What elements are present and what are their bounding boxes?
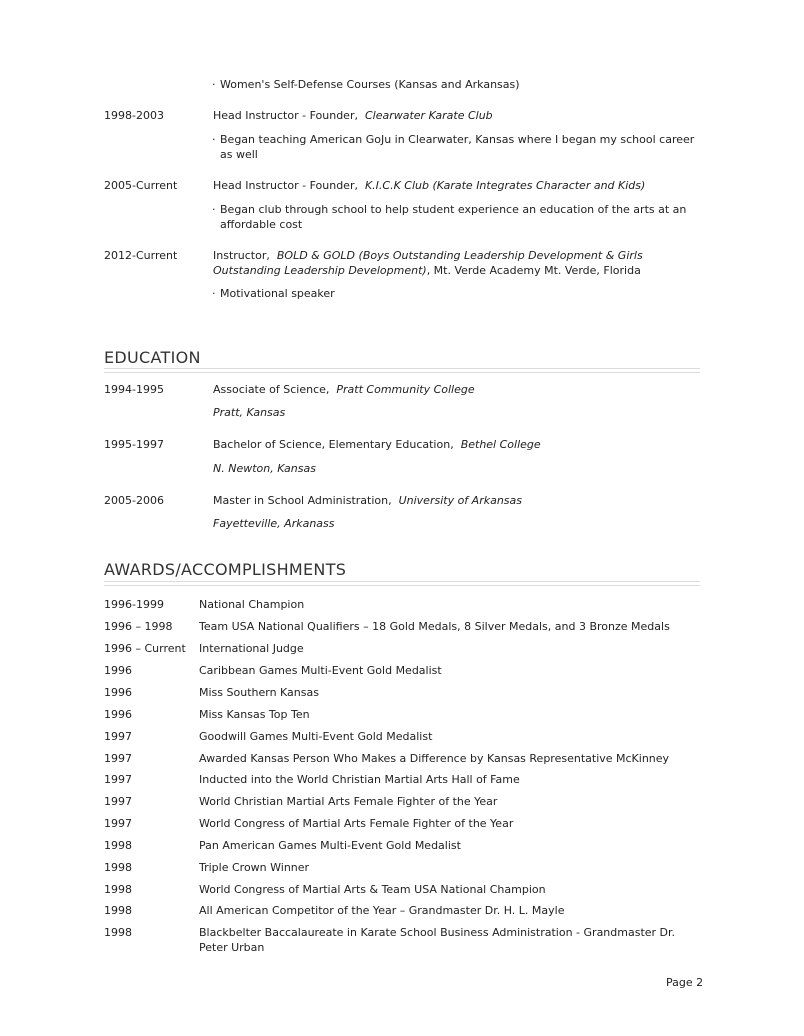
entry-role: Instructor, BOLD & GOLD (Boys Outstanding Leadership Development & Girls	[213, 249, 643, 262]
education-degree: Bachelor of Science, Elementary Education, Bethel College	[213, 438, 541, 451]
award-text: World Congress of Martial Arts Female Fighter of the Year	[199, 817, 514, 830]
bullet-dot: ·	[212, 287, 216, 300]
entry-date: 2005-Current	[104, 179, 178, 192]
award-text: Team USA National Qualifiers – 18 Gold Medals, 8 Silver Medals, and 3 Bronze Medals	[199, 620, 670, 633]
bullet-text: Began teaching American GoJu in Clearwater, Kansas where I began my school career	[220, 133, 695, 146]
award-text: National Champion	[199, 598, 305, 611]
award-year: 1996	[104, 686, 132, 699]
award-year: 1997	[104, 795, 132, 808]
award-text: Caribbean Games Multi-Event Gold Medalist	[199, 664, 442, 677]
award-year: 1997	[104, 752, 132, 765]
education-degree: Master in School Administration, University of Arkansas	[213, 494, 523, 507]
entry-org: Clearwater Karate Club	[364, 109, 493, 122]
award-text: Goodwill Games Multi-Event Gold Medalist	[199, 730, 433, 743]
bullet-text: as well	[220, 148, 258, 161]
award-text: Triple Crown Winner	[199, 861, 310, 874]
entry-role: Head Instructor - Founder, K.I.C.K Club (Karate Integrates Character and Kids)	[213, 179, 646, 192]
section-heading-awards: AWARDS/ACCOMPLISHMENTS	[104, 560, 347, 579]
page-number: Page 2	[666, 976, 704, 989]
award-text: Pan American Games Multi-Event Gold Medalist	[199, 839, 461, 852]
entry-org: K.I.C.K Club (Karate Integrates Character and Kids)	[364, 179, 646, 192]
education-location: N. Newton, Kansas	[213, 462, 316, 475]
award-year: 1996	[104, 708, 132, 721]
entry-org: BOLD & GOLD (Boys Outstanding Leadership Development & Girls	[276, 249, 643, 262]
education-date: 2005-2006	[104, 494, 164, 507]
bullet-text: Women's Self-Defense Courses (Kansas and Arkansas)	[220, 78, 520, 91]
award-year: 1998	[104, 861, 132, 874]
award-text-cont: Peter Urban	[199, 941, 265, 954]
education-date: 1995-1997	[104, 438, 164, 451]
award-text: Miss Kansas Top Ten	[199, 708, 310, 721]
bullet-dot: ·	[212, 78, 216, 91]
award-year: 1998	[104, 926, 132, 939]
award-text: World Christian Martial Arts Female Fighter of the Year	[199, 795, 498, 808]
bullet-dot: ·	[212, 203, 216, 216]
award-text: Miss Southern Kansas	[199, 686, 319, 699]
award-text: All American Competitor of the Year – Grandmaster Dr. H. L. Mayle	[199, 904, 565, 917]
education-location: Fayetteville, Arkanass	[213, 517, 335, 530]
education-date: 1994-1995	[104, 383, 164, 396]
award-text: Blackbelter Baccalaureate in Karate School Business Administration - Grandmaster Dr.	[199, 926, 676, 939]
award-year: 1998	[104, 883, 132, 896]
award-text: Inducted into the World Christian Martial Arts Hall of Fame	[199, 773, 520, 786]
award-text: World Congress of Martial Arts & Team USA National Champion	[199, 883, 546, 896]
award-year: 1997	[104, 817, 132, 830]
education-school: Pratt Community College	[336, 383, 475, 396]
award-year: 1997	[104, 773, 132, 786]
bullet-dot: ·	[212, 133, 216, 146]
entry-date: 1998-2003	[104, 109, 164, 122]
award-text: Awarded Kansas Person Who Makes a Difference by Kansas Representative McKinney	[199, 752, 670, 765]
award-year: 1998	[104, 904, 132, 917]
award-year: 1997	[104, 730, 132, 743]
education-degree: Associate of Science, Pratt Community College	[213, 383, 475, 396]
education-school: Bethel College	[460, 438, 541, 451]
award-year: 1998	[104, 839, 132, 852]
award-year: 1996-1999	[104, 598, 164, 611]
award-year: 1996	[104, 664, 132, 677]
section-divider	[104, 368, 700, 373]
section-divider	[104, 581, 700, 586]
education-school: University of Arkansas	[398, 494, 523, 507]
entry-role: Head Instructor - Founder, Clearwater Karate Club	[213, 109, 493, 122]
award-year: 1996 – 1998	[104, 620, 173, 633]
bullet-text: Began club through school to help student experience an education of the arts at an	[220, 203, 687, 216]
entry-org-cont: Outstanding Leadership Development), Mt. Verde Academy Mt. Verde, Florida	[213, 264, 641, 277]
award-year: 1996 – Current	[104, 642, 186, 655]
bullet-text: affordable cost	[220, 218, 303, 231]
award-text: International Judge	[199, 642, 304, 655]
entry-date: 2012-Current	[104, 249, 178, 262]
bullet-text: Motivational speaker	[220, 287, 335, 300]
section-heading-education: EDUCATION	[104, 348, 201, 367]
education-location: Pratt, Kansas	[213, 406, 286, 419]
